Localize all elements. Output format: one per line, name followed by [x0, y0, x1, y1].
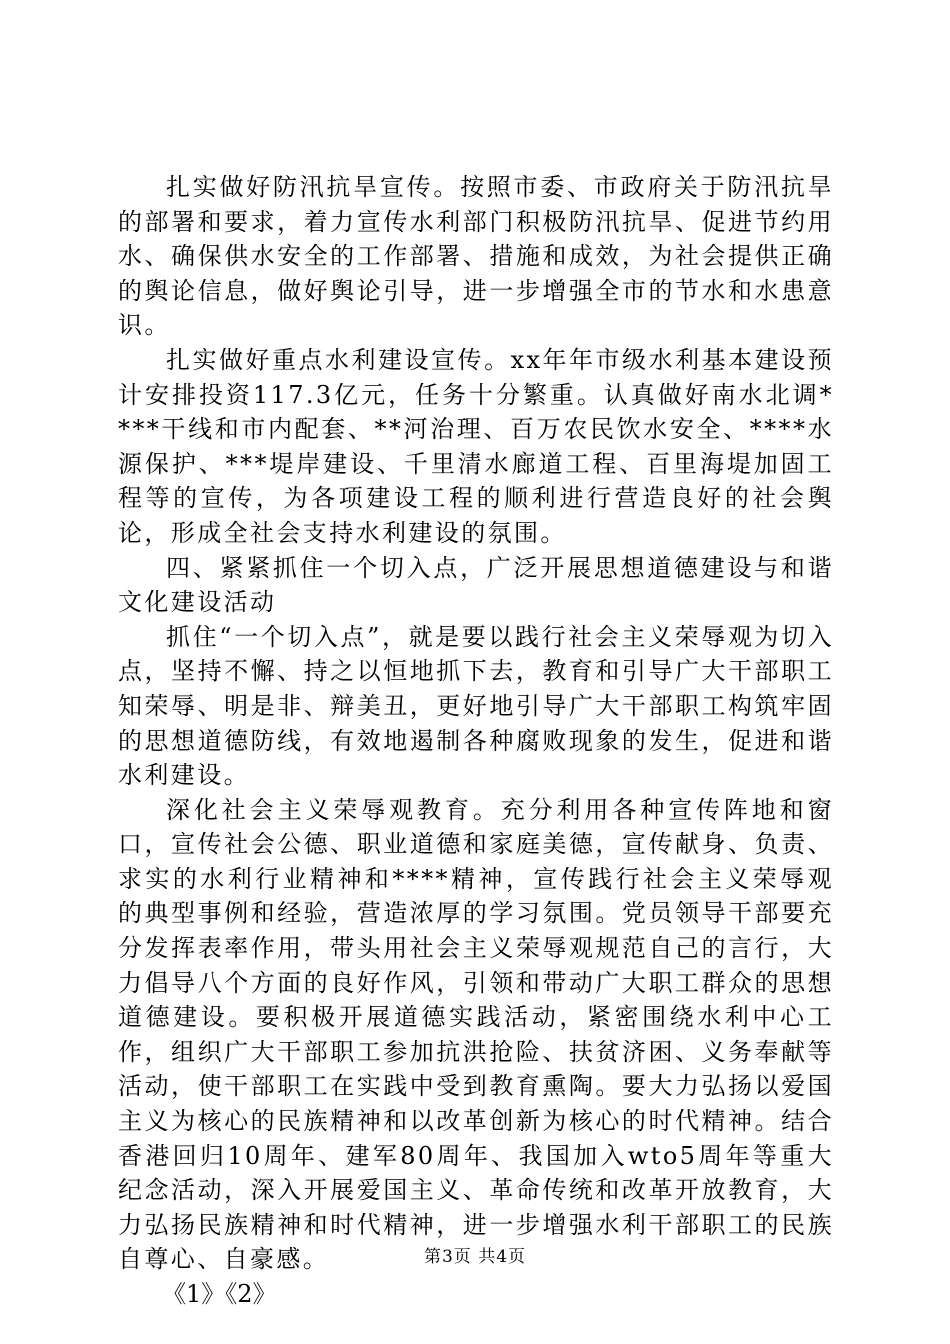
paragraph-flood-publicity: 扎实做好防汛抗旱宣传。按照市委、市政府关于防汛抗旱的部署和要求，着力宣传水利部门积极防汛抗旱、促进节约用水、确保供水安全的工作部署、措施和成效，为社会提供正确的舆论信息，做好舆论引导，进一步增强全市的节水和水患意识。	[118, 173, 834, 340]
page-footer: 第3页 共4页	[423, 1247, 527, 1267]
paragraph-entry-point: 抓住“一个切入点”，就是要以践行社会主义荣辱观为切入点，坚持不懈、持之以恒地抓下去，教育和引导广大干部职工知荣辱、明是非、辩美丑，更好地引导广大干部职工构筑牢固的思想道德防线，有效地遏制各种腐败现象的发生，促进和谐水利建设。	[118, 622, 834, 790]
page-links[interactable]: 《1》《2》	[162, 1280, 277, 1308]
paragraph-water-construction: 扎实做好重点水利建设宣传。xx年年市级水利基本建设预计安排投资117.3亿元，任务十分繁重。认真做好南水北调****干线和市内配套、**河治理、百万农民饮水安全、****水源保护、***堤岸建设、千里清水廊道工程、百里海堤加固工程等的宣传，为各项建设工程的顺利进行营造良好的社会舆论，形成全社会支持水利建设的氛围。	[118, 345, 834, 547]
document-body	[118, 170, 834, 1312]
paragraph-honor-education: 深化社会主义荣辱观教育。充分利用各种宣传阵地和窗口，宣传社会公德、职业道德和家庭美德，宣传献身、负责、求实的水利行业精神和****精神，宣传践行社会主义荣辱观的典型事例和经验，营造浓厚的学习氛围。党员领导干部要充分发挥表率作用，带头用社会主义荣辱观规范自己的言行，大力倡导八个方面的良好作风，引领和带动广大职工群众的思想道德建设。要积极开展道德实践活动，紧密围绕水利中心工作，组织广大干部职工参加抗洪抢险、扶贫济困、义务奉献等活动，使干部职工在实践中受到教育熏陶。要大力弘扬以爱国主义为核心的民族精神和以改革创新为核心的时代精神。结合香港回归10周年、建军80周年、我国加入wto5周年等重大纪念活动，深入开展爱国主义、革命传统和改革开放教育，大力弘扬民族精神和时代精神，进一步增强水利干部职工的民族自尊心、自豪感。	[118, 795, 834, 1274]
section-heading-four: 四、紧紧抓住一个切入点，广泛开展思想道德建设与和谐文化建设活动	[118, 553, 834, 617]
